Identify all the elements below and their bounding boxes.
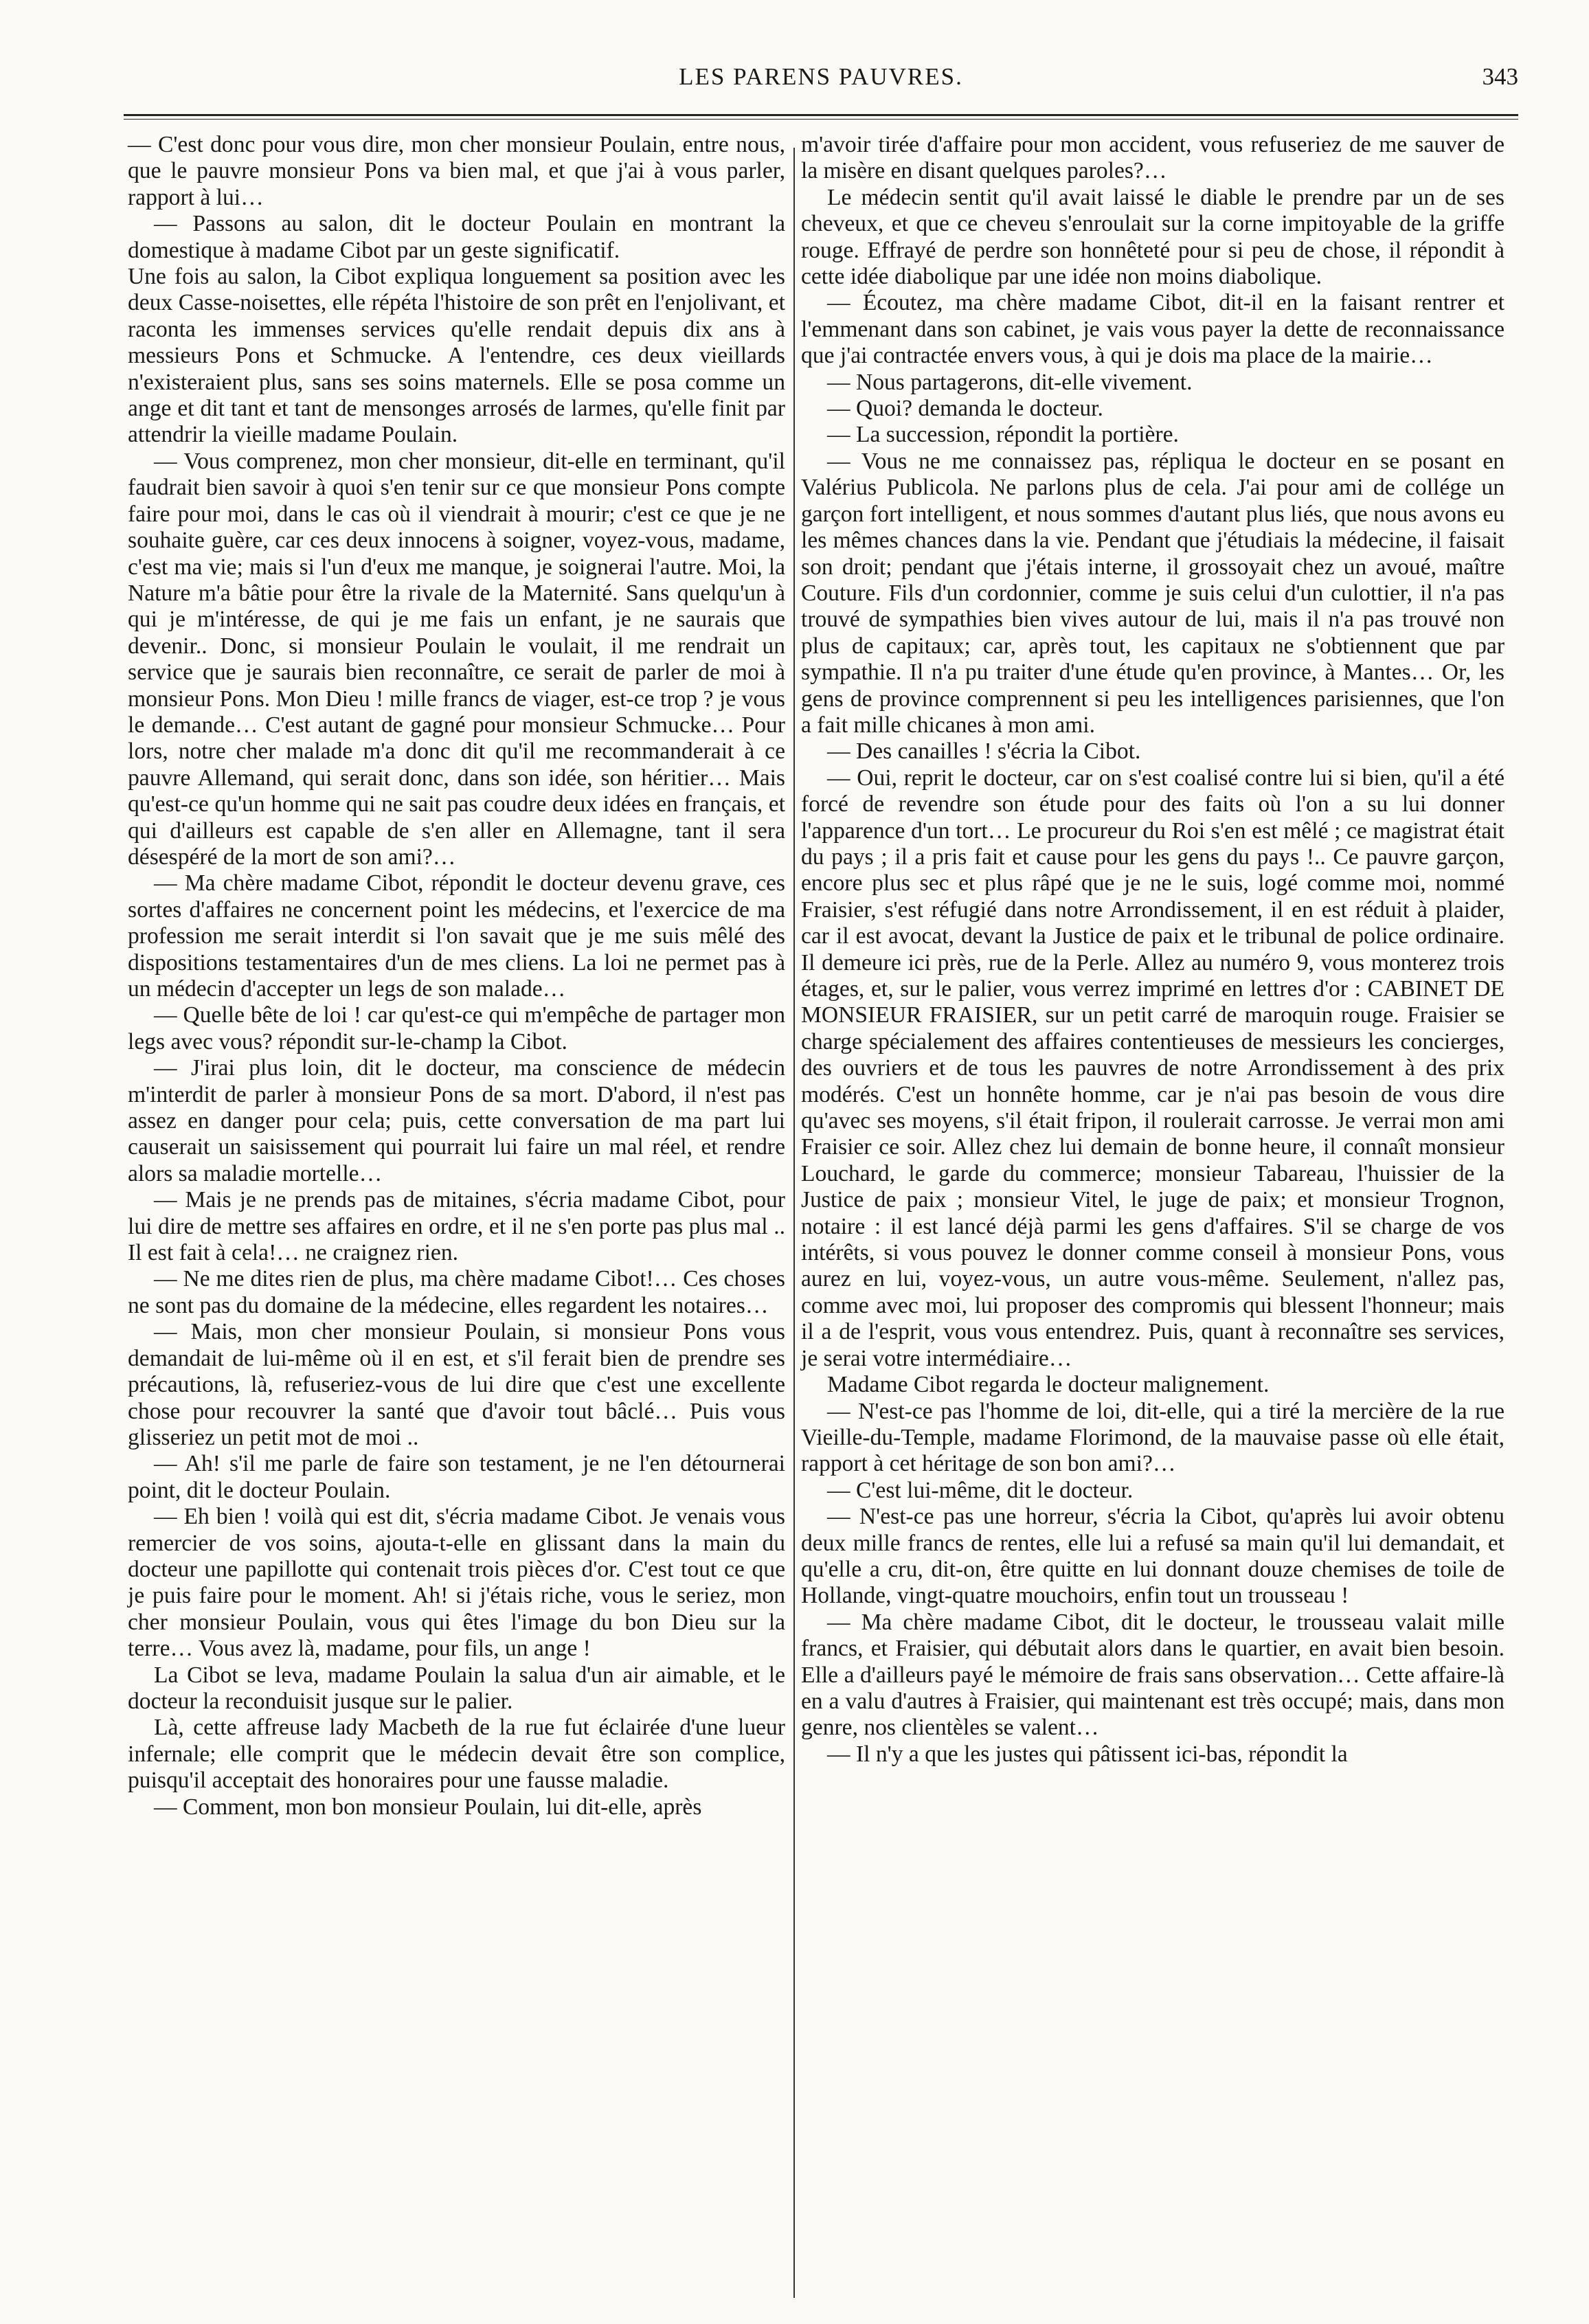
column-divider <box>793 148 795 2298</box>
paragraph: — La succession, répondit la portière. <box>827 422 1179 448</box>
paragraph: — J'irai plus loin, dit le docteur, ma conscience de médecin m'interdit de parler à monsieur Pons de sa mort. D'abord, il n'est pas assez en danger pour cela; puis, cette conversation de ma part lui causerait un saisissement qui pourrait lui faire un mal réel, et rendre alors sa maladie mortelle… <box>128 1055 785 1186</box>
paragraph: — Mais, mon cher monsieur Poulain, si monsieur Pons vous demandait de lui-même où il en est, et s'il ferait bien de prendre ses précautions, là, refuseriez-vous de lui dire que c'est une excellente chose pour recouvrer la santé que d'avoir tout bâclé… Puis vous glisseriez un petit mot de moi .. <box>128 1319 785 1450</box>
paragraph: — Ne me dites rien de plus, ma chère madame Cibot!… Ces choses ne sont pas du domaine de la médecine, elles regardent les notaires… <box>128 1266 785 1318</box>
right-column <box>801 132 1505 2279</box>
paragraph: — Ma chère madame Cibot, dit le docteur, le trousseau valait mille francs, et Fraisier, qui débutait alors dans le quartier, en avait bien besoin. Elle a d'ailleurs payé le mémoire de frais sans observation… Cette affaire-là en a valu d'autres à Fraisier, qui maintenant est très occupé; mais, dans mon genre, nos clientèles se valent… <box>801 1609 1505 1741</box>
paragraph: — Comment, mon bon monsieur Poulain, lui dit-elle, après <box>154 1794 702 1820</box>
paragraph: — Il n'y a que les justes qui pâtissent ici-bas, répondit la <box>827 1741 1348 1767</box>
paragraph: — Mais je ne prends pas de mitaines, s'écria madame Cibot, pour lui dire de mettre ses affaires en ordre, et il ne s'en porte pas plus mal .. Il est fait à cela!… ne craignez rien. <box>128 1187 785 1266</box>
paragraph: — Des canailles ! s'écria la Cibot. <box>827 738 1141 765</box>
paragraph: Une fois au salon, la Cibot expliqua longuement sa position avec les deux Casse-noisettes, elle répéta l'histoire de son prêt en l'enjolivant, et raconta les immenses services qu'elle rendait depuis dix ans à messieurs Pons et Schmucke. A l'entendre, ces deux vieillards n'existeraient plus, sans ses soins maternels. Elle se posa comme un ange et dit tant et tant de mensonges arrosés de larmes, qu'elle finit par attendrir la vieille madame Poulain. <box>128 264 785 448</box>
paragraph: — Nous partagerons, dit-elle vivement. <box>827 369 1193 395</box>
paragraph: — Ah! s'il me parle de faire son testament, je ne l'en détournerai point, dit le docteur Poulain. <box>128 1451 785 1503</box>
page-header <box>124 63 1518 104</box>
paragraph: — Écoutez, ma chère madame Cibot, dit-il en la faisant rentrer et l'emmenant dans son cabinet, je vais vous payer la dette de reconnaissance que j'ai contractée envers vous, à qui je dois ma place de la mairie… <box>801 290 1505 369</box>
paragraph: — N'est-ce pas une horreur, s'écria la Cibot, qu'après lui avoir obtenu deux mille francs de rentes, elle lui a refusé sa main qu'il lui demandait, et qu'elle a cru, dit-on, être quitte en lui donnant douze chemises de toile de Hollande, vingt-quatre mouchoirs, enfin tout un trousseau ! <box>801 1504 1505 1609</box>
paragraph: — Quoi? demanda le docteur. <box>827 396 1103 422</box>
page-number: 343 <box>1482 63 1518 90</box>
left-column <box>128 132 785 2279</box>
paragraph: — Quelle bête de loi ! car qu'est-ce qui m'empêche de partager mon legs avec vous? répondit sur-le-champ la Cibot. <box>128 1002 785 1054</box>
paragraph: Là, cette affreuse lady Macbeth de la rue fut éclairée d'une lueur infernale; elle comprit que le médecin devait être son complice, puisqu'il acceptait des honoraires pour une fausse maladie. <box>128 1715 785 1794</box>
paragraph: Madame Cibot regarda le docteur malignement. <box>827 1372 1270 1398</box>
paragraph: La Cibot se leva, madame Poulain la salua d'un air aimable, et le docteur la reconduisit jusque sur le palier. <box>128 1662 785 1714</box>
running-title: LES PARENS PAUVRES. <box>679 63 963 90</box>
paragraph: — Vous ne me connaissez pas, répliqua le docteur en se posant en Valérius Publicola. Ne parlons plus de cela. J'ai pour ami de collége un garçon fort intelligent, et nous sommes d'autant plus liés, que nous avons eu les mêmes chances dans la vie. Pendant que j'étudiais la médecine, il faisait son droit; pendant que j'étais interne, il grossoyait chez un avoué, maître Couture. Fils d'un cordonnier, comme je suis celui d'un culottier, il n'a pas trouvé de sympathies bien vives autour de lui, mais il n'a pas trouvé non plus de capitaux; car, après tout, les capitaux ne s'obtiennent que par sympathie. Il n'a pu traiter d'une étude qu'en province, à Mantes… Or, les gens de province comprennent si peu les intelligences parisiennes, que l'on a fait mille chicanes à mon ami. <box>801 448 1505 738</box>
paragraph: m'avoir tirée d'affaire pour mon accident, vous refuseriez de me sauver de la misère en disant quelques paroles?… <box>801 132 1505 184</box>
paragraph: — Passons au salon, dit le docteur Poulain en montrant la domestique à madame Cibot par un geste significatif. <box>128 211 785 263</box>
paragraph: — C'est donc pour vous dire, mon cher monsieur Poulain, entre nous, que le pauvre monsieur Pons va bien mal, et que j'ai à vous parler, rapport à lui… <box>128 132 785 210</box>
header-rule <box>124 114 1518 120</box>
paragraph: — C'est lui-même, dit le docteur. <box>827 1477 1134 1503</box>
paragraph: — Oui, reprit le docteur, car on s'est coalisé contre lui si bien, qu'il a été forcé de revendre son étude pour des faits où l'on a su lui donner l'apparence d'un tort… Le procureur du Roi s'en est mêlé ; ce magistrat était du pays ; il a pris fait et cause pour les gens du pays !.. Ce pauvre garçon, encore plus sec et plus râpé que je ne le suis, logé comme moi, nommé Fraisier, s'est réfugié dans notre Arrondissement, il en est réduit à plaider, car il est avocat, devant la Justice de paix et le tribunal de police ordinaire. Il demeure ici près, rue de la Perle. Allez au numéro 9, vous monterez trois étages, et, sur le palier, vous verrez imprimé en lettres d'or : CABINET DE MONSIEUR FRAISIER, sur un petit carré de maroquin rouge. Fraisier se charge spécialement des affaires contentieuses de messieurs les concierges, des ouvriers et de tous les pauvres de notre Arrondissement à des prix modérés. C'est un honnête homme, car je n'ai pas besoin de vous dire qu'avec ses moyens, s'il était fripon, il roulerait carrosse. Je verrai mon ami Fraisier ce soir. Allez chez lui demain de bonne heure, il connaît monsieur Louchard, le garde du commerce; monsieur Tabareau, l'huissier de la Justice de paix ; monsieur Vitel, le juge de paix; et monsieur Trognon, notaire : il est lancé déjà parmi les gens d'affaires. S'il se charge de vos intérêts, si vous pouvez le donner comme conseil à monsieur Pons, vous aurez en lui, voyez-vous, un autre vous-même. Seulement, n'allez pas, comme avec moi, lui proposer des compromis qui blessent l'honneur; mais il a de l'esprit, vous vous entendrez. Puis, quant à reconnaître ses services, je serai votre intermédiaire… <box>801 765 1505 1371</box>
paragraph: — Eh bien ! voilà qui est dit, s'écria madame Cibot. Je venais vous remercier de vos soins, ajouta-t-elle en glissant dans la main du docteur une papillotte qui contenait trois pièces d'or. C'est tout ce que je puis faire pour le moment. Ah! si j'étais riche, vous le seriez, mon cher monsieur Poulain, vous qui êtes l'image du bon Dieu sur la terre… Vous avez là, madame, pour fils, un ange ! <box>128 1504 785 1662</box>
paragraph: — Vous comprenez, mon cher monsieur, dit-elle en terminant, qu'il faudrait bien savoir à quoi s'en tenir sur ce que monsieur Pons compte faire pour moi, dans le cas où il viendrait à mourir; c'est ce que je ne souhaite guère, car ces deux innocens à soigner, voyez-vous, madame, c'est ma vie; mais si l'un d'eux me manque, je soignerai l'autre. Moi, la Nature m'a bâtie pour être la rivale de la Maternité. Sans quelqu'un à qui je m'intéresse, de qui je me fais un enfant, je ne saurais que devenir.. Donc, si monsieur Poulain le voulait, il me rendrait un service que je saurais bien reconnaître, ce serait de parler de moi à monsieur Pons. Mon Dieu ! mille francs de viager, est-ce trop ? je vous le demande… C'est autant de gagné pour monsieur Schmucke… Pour lors, notre cher malade m'a donc dit qu'il me recommanderait à ce pauvre Allemand, qui serait donc, dans son idée, son héritier… Mais qu'est-ce qu'un homme qui ne sait pas coudre deux idées en français, et qui d'ailleurs est capable de s'en aller en Allemagne, tant il sera désespéré de la mort de son ami?… <box>128 448 785 870</box>
paragraph: Le médecin sentit qu'il avait laissé le diable le prendre par un de ses cheveux, et que ce cheveu s'enroulait sur la corne impitoyable de la griffe rouge. Effrayé de perdre son honnêteté pour si peu de chose, il répondit à cette idée diabolique par une idée non moins diabolique. <box>801 184 1505 290</box>
paragraph: — N'est-ce pas l'homme de loi, dit-elle, qui a tiré la mercière de la rue Vieille-du-Temple, madame Florimond, de la mauvaise passe où elle était, rapport à cet héritage de son bon ami?… <box>801 1398 1505 1477</box>
paragraph: — Ma chère madame Cibot, répondit le docteur devenu grave, ces sortes d'affaires ne concernent point les médecins, et l'exercice de ma profession me serait interdit si l'on savait que je me suis mêlé des dispositions testamentaires d'un de mes cliens. La loi ne permet pas à un médecin d'accepter un legs de son malade… <box>128 870 785 1002</box>
